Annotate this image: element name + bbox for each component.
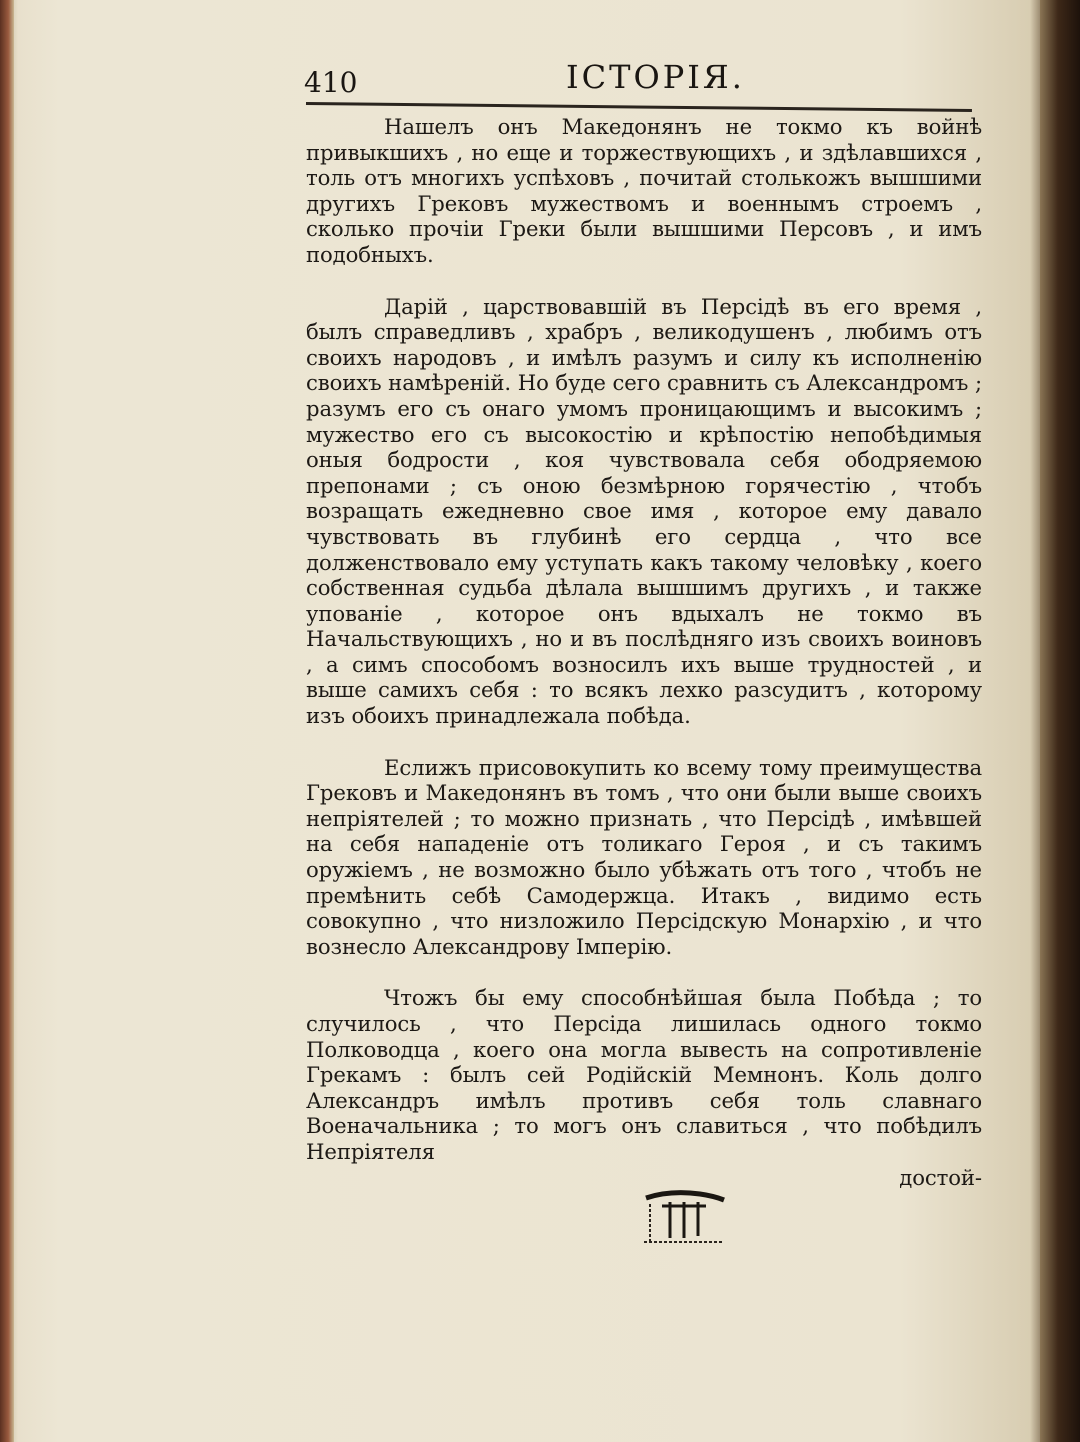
book-spine-shadow [1040,0,1080,1442]
paragraph-1: Нашелъ онъ Македонянъ не токмо къ войнѣ привыкшихъ , но еще и торжествующихъ , и здѣлавшихся , толь отъ многихъ успѣховъ , почитай столькожъ вышшими другихъ Грековъ мужествомъ и военнымъ строемъ , сколько прочіи Греки были вышшими Персовъ , и имъ подобныхъ. [306,114,982,267]
text-block [306,114,982,1190]
library-stamp [640,1188,728,1248]
catchword: достой- [899,1164,982,1190]
paragraph-2: Дарій , царствовавшій въ Персідѣ въ его время , былъ справедливъ , храбръ , великодушенъ , любимъ отъ своихъ народовъ , и имѣлъ разумъ и силу къ исполненію своихъ намѣреній. Но буде сего сравнить съ Александромъ ; разумъ его съ онаго умомъ проницающимъ и высокимъ ; мужество его съ высокостію и крѣпостію непобѣдимыя оныя бодрости , коя чувствовала себя ободряемою препонами ; съ оною безмѣрною горячестію , чтобъ возращать ежедневно свое имя , которое ему давало чувствовать въ глубинѣ его сердца , что все долженствовало ему уступать какъ такому человѣку , коего собственная судьба дѣлала вышшимъ другихъ , и также упованіе , которое онъ вдыхалъ не токмо въ Начальствующихъ , но и въ послѣдняго изъ своихъ воиновъ , а симъ способомъ возносилъ ихъ выше трудностей , и выше самихъ себя : то всякъ лехко разсудитъ , которому изъ обоихъ принадлежала побѣда. [306,293,982,729]
page-left-edge [0,0,14,1442]
running-head: ІСТОРІЯ. [566,58,745,96]
header-rule [306,102,972,112]
paragraph-4: Чтожъ бы ему способнѣйшая была Побѣда ; то случилось , что Персіда лишилась одного токмо Полководца , коего она могла вывесть на сопротивленіе Грекамъ : былъ сей Родійскій Мемнонъ. Коль долго Александръ имѣлъ противъ себя толь славнаго Военачальника ; то могъ онъ славиться , что побѣдилъ Непріятеля [306,985,982,1164]
page-number: 410 [304,66,358,99]
paragraph-3: Еслижъ присовокупить ко всему тому преимущества Грековъ и Македонянъ въ томъ , что они были выше своихъ непріятелей ; то можно признать , что Персідѣ , имѣвшей на себя нападеніе отъ толикаго Героя , и съ такимъ оружіемъ , не возможно было убѣжать отъ того , чтобъ не премѣнить себѣ Самодержца. Итакъ , видимо есть совокупно , что низложило Персідскую Монархію , и что вознесло Александрову Імперію. [306,754,982,959]
